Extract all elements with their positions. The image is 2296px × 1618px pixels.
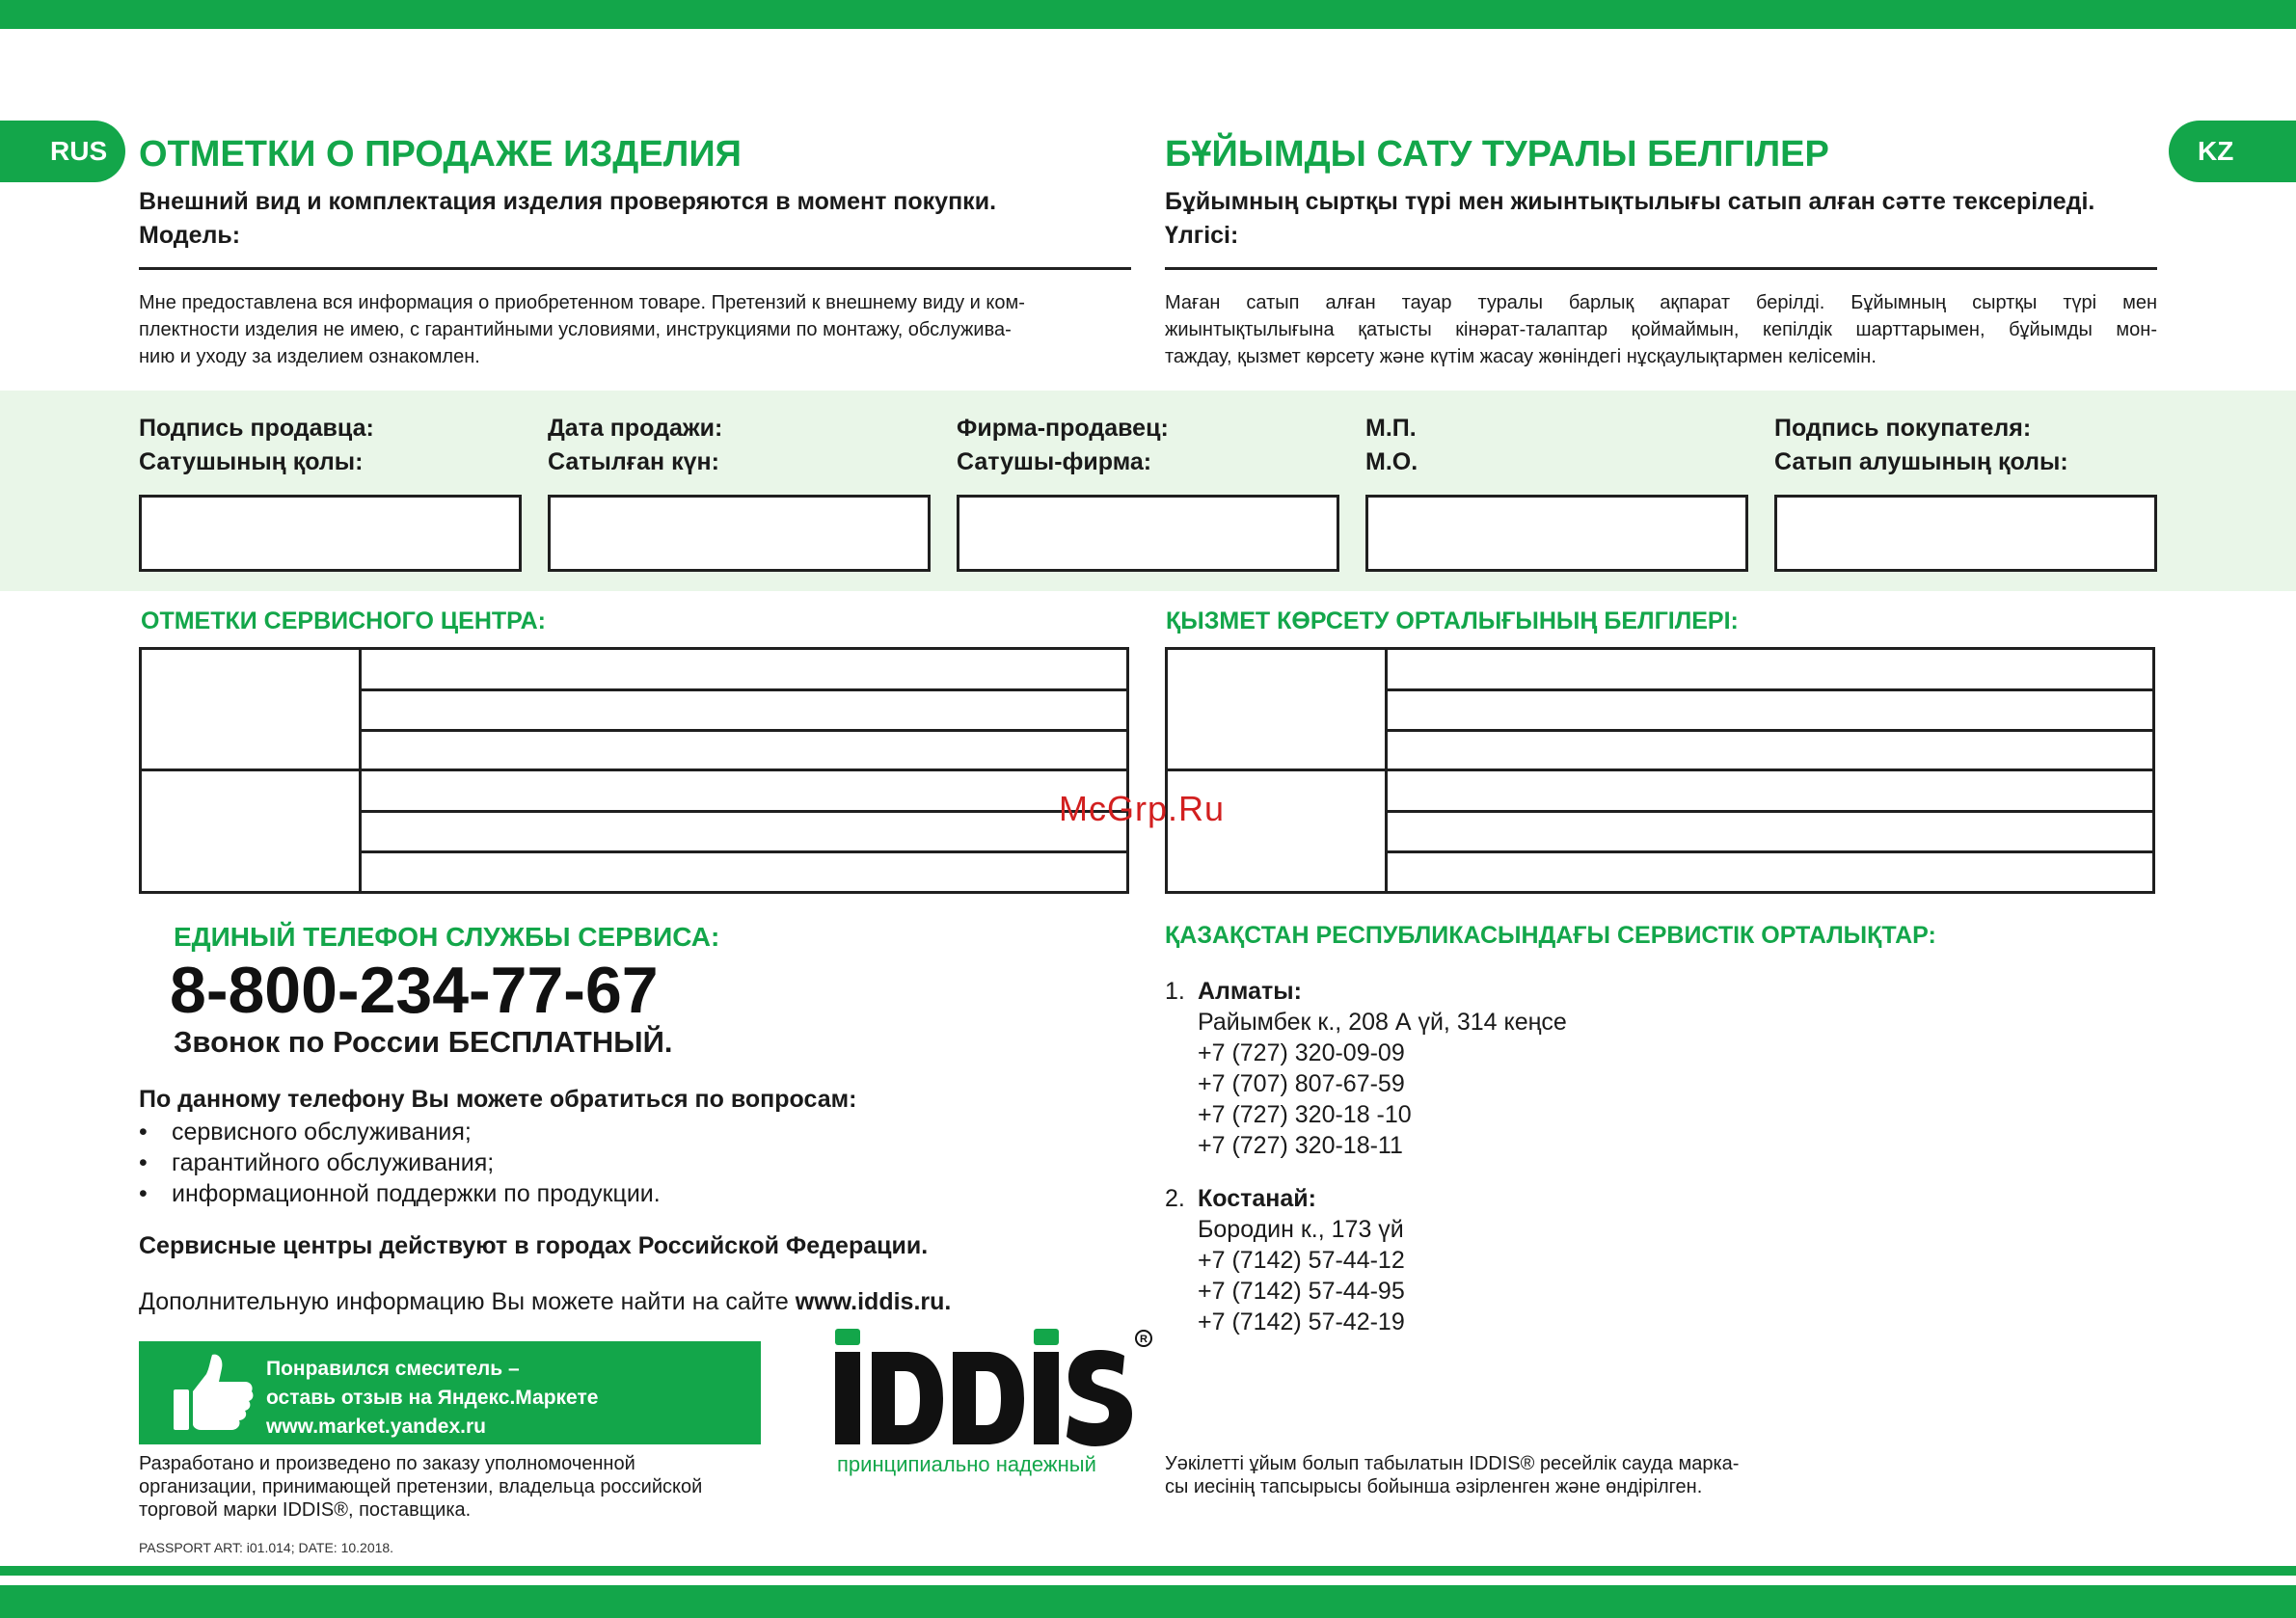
yandex-market-promo[interactable] (139, 1341, 761, 1444)
rf-service-note: Сервисные центры действуют в городах Российской Федерации. (139, 1232, 929, 1259)
passport-info: PASSPORT ART: i01.014; DATE: 10.2018. (139, 1540, 394, 1555)
signature-label-kz: Сатушы-фирма: (957, 448, 1152, 475)
kz-check-note: Бұйымның сыртқы түрі мен жиынтықтылығы сатып алған сәтте тексеріледі. (1165, 188, 2095, 215)
kz-statement (1165, 289, 2157, 370)
phone-line: +7 (7142) 57-44-12 (1198, 1247, 1405, 1274)
hotline-number[interactable]: 8-800-234-77-67 (170, 954, 659, 1027)
top-green-band (0, 0, 2296, 29)
service-row (1168, 771, 2152, 892)
service-cell-left[interactable] (142, 650, 362, 769)
language-tab-rus: RUS (0, 121, 125, 182)
more-info-text: Дополнительную информацию Вы можете найти на сайте (139, 1288, 796, 1315)
signature-label-ru: М.П. (1365, 415, 1417, 442)
kz-service-title: ҚЫЗМЕТ КӨРСЕТУ ОРТАЛЫҒЫНЫҢ БЕЛГІЛЕРІ: (1166, 607, 1739, 634)
ru-service-title: ОТМЕТКИ СЕРВИСНОГО ЦЕНТРА: (141, 607, 546, 634)
bottom-thin-band (0, 1566, 2296, 1576)
service-line (1388, 810, 2152, 813)
kz-centers-title: ҚАЗАҚСТАН РЕСПУБЛИКАСЫНДАҒЫ СЕРВИСТІК ОРТАЛЫҚТАР: (1165, 922, 1936, 949)
signature-label-kz: Сатылған күн: (548, 448, 719, 475)
bottom-green-band (0, 1585, 2296, 1618)
thumbs-up-icon (172, 1351, 255, 1434)
ru-check-note: Внешний вид и комплектация изделия проверяются в момент покупки. (139, 188, 997, 215)
signature-label-ru: Фирма-продавец: (957, 415, 1169, 442)
promo-line: оставь отзыв на Яндекс.Маркете (266, 1387, 599, 1409)
list-number: 2. (1165, 1185, 1185, 1212)
service-cell-left[interactable] (1168, 650, 1388, 769)
stamp-box[interactable] (1365, 495, 1748, 572)
kz-made-by-note (1165, 1452, 1739, 1498)
promo-link[interactable]: www.market.yandex.ru (266, 1416, 486, 1438)
note-line: Разработано и произведено по заказу уполномоченной (139, 1453, 635, 1474)
seller-signature-box[interactable] (139, 495, 522, 572)
signature-label-kz: Сатып алушының қолы: (1774, 448, 2068, 475)
signature-label-kz: Сатушының қолы: (139, 448, 364, 475)
kz-statement-line: таждау, қызмет көрсету және күтім жасау жөніндегі нұсқаулықтармен келісемін. (1165, 346, 1877, 367)
note-line: торговой марки IDDIS®, поставщика. (139, 1499, 472, 1521)
list-item: • информационной поддержки по продукции. (139, 1178, 661, 1209)
ru-statement-line: нию и уходу за изделием ознакомлен. (139, 346, 480, 367)
service-center-almaty (1165, 976, 1567, 1161)
ru-service-table (139, 647, 1129, 894)
service-center-kostanay (1165, 1183, 1405, 1337)
phone-line: +7 (727) 320-09-09 (1198, 1039, 1405, 1066)
address-line: Райымбек к., 208 А үй, 314 кеңсе (1198, 1009, 1567, 1036)
list-item: • сервисного обслуживания; (139, 1117, 661, 1147)
note-line: организации, принимающей претензии, владельца российской (139, 1476, 703, 1497)
promo-line: Понравился смеситель – (266, 1358, 520, 1380)
ru-statement-line: плектности изделия не имею, с гарантийными условиями, инструкциями по монтажу, обслужива- (139, 319, 1012, 340)
phone-line: +7 (7142) 57-44-95 (1198, 1278, 1405, 1305)
signature-label-ru: Подпись покупателя: (1774, 415, 2032, 442)
service-line (362, 850, 1126, 853)
service-line (1388, 729, 2152, 732)
phone-line: +7 (707) 807-67-59 (1198, 1070, 1405, 1097)
service-row (1168, 650, 2152, 771)
note-line: Уәкілетті ұйым болып табылатын IDDIS® ресейлік сауда марка- (1165, 1453, 1740, 1474)
service-line (362, 810, 1126, 813)
kz-statement-line: Маған сатып алған тауар туралы барлық ақпарат берілді. Бұйымның сыртқы түрі мен (1165, 292, 2157, 313)
ru-model-line (139, 267, 1131, 270)
questions-list (139, 1117, 661, 1209)
svg-text:R: R (1140, 1334, 1148, 1345)
address-line: Бородин к., 173 үй (1198, 1216, 1404, 1243)
kz-title: БҰЙЫМДЫ САТУ ТУРАЛЫ БЕЛГІЛЕР (1165, 134, 1829, 175)
sale-date-box[interactable] (548, 495, 931, 572)
service-cell-left[interactable] (142, 771, 362, 892)
ru-title: ОТМЕТКИ О ПРОДАЖЕ ИЗДЕЛИЯ (139, 134, 742, 175)
ru-model-label: Модель: (139, 222, 241, 249)
seller-firm-box[interactable] (957, 495, 1339, 572)
signature-firm (957, 412, 1339, 572)
kz-statement-line: жиынтықтылығына қатысты кінәрат-талаптар қоймаймын, кепілдік шарттарымен, бұйымды мон- (1165, 319, 2157, 340)
phone-line: +7 (727) 320-18-11 (1198, 1132, 1403, 1159)
city-name: Алматы: (1198, 978, 1302, 1005)
kz-model-label: Үлгісі: (1165, 222, 1239, 249)
signature-stamp (1365, 412, 1748, 572)
kz-service-table (1165, 647, 2155, 894)
signature-seller (139, 412, 522, 572)
hotline-free-note: Звонок по России БЕСПЛАТНЫЙ. (174, 1025, 673, 1059)
phone-line: +7 (7142) 57-42-19 (1198, 1308, 1405, 1335)
service-line (362, 688, 1126, 691)
service-line (362, 729, 1126, 732)
iddis-logo (835, 1329, 1153, 1446)
signature-label-ru: Подпись продавца: (139, 415, 374, 442)
promo-text (266, 1355, 598, 1442)
service-line (1388, 688, 2152, 691)
ru-statement-line: Мне предоставлена вся информация о приобретенном товаре. Претензий к внешнему виду и ком- (139, 292, 1025, 313)
list-item: • гарантийного обслуживания; (139, 1147, 661, 1178)
list-number: 1. (1165, 978, 1185, 1005)
questions-title: По данному телефону Вы можете обратиться по вопросам: (139, 1086, 857, 1113)
phone-line: +7 (727) 320-18 -10 (1198, 1101, 1412, 1128)
hotline-title: ЕДИНЫЙ ТЕЛЕФОН СЛУЖБЫ СЕРВИСА: (174, 922, 720, 952)
kz-model-line (1165, 267, 2157, 270)
watermark: McGrp.Ru (1059, 789, 1226, 828)
signature-label-kz: М.О. (1365, 448, 1418, 475)
service-row (142, 771, 1126, 892)
language-tab-kz: KZ (2169, 121, 2296, 182)
service-row (142, 650, 1126, 771)
signature-label-ru: Дата продажи: (548, 415, 723, 442)
buyer-signature-box[interactable] (1774, 495, 2157, 572)
brand-slogan: принципиально надежный (837, 1452, 1096, 1476)
city-name: Костанай: (1198, 1185, 1316, 1212)
more-info (139, 1288, 951, 1316)
note-line: сы иесінің тапсырысы бойынша әзірленген және өндірілген. (1165, 1476, 1703, 1497)
signature-buyer (1774, 412, 2157, 572)
ru-statement (139, 289, 1131, 370)
ru-made-by-note (139, 1452, 702, 1522)
site-link[interactable]: www.iddis.ru. (795, 1288, 952, 1315)
service-line (1388, 850, 2152, 853)
signature-date (548, 412, 931, 572)
